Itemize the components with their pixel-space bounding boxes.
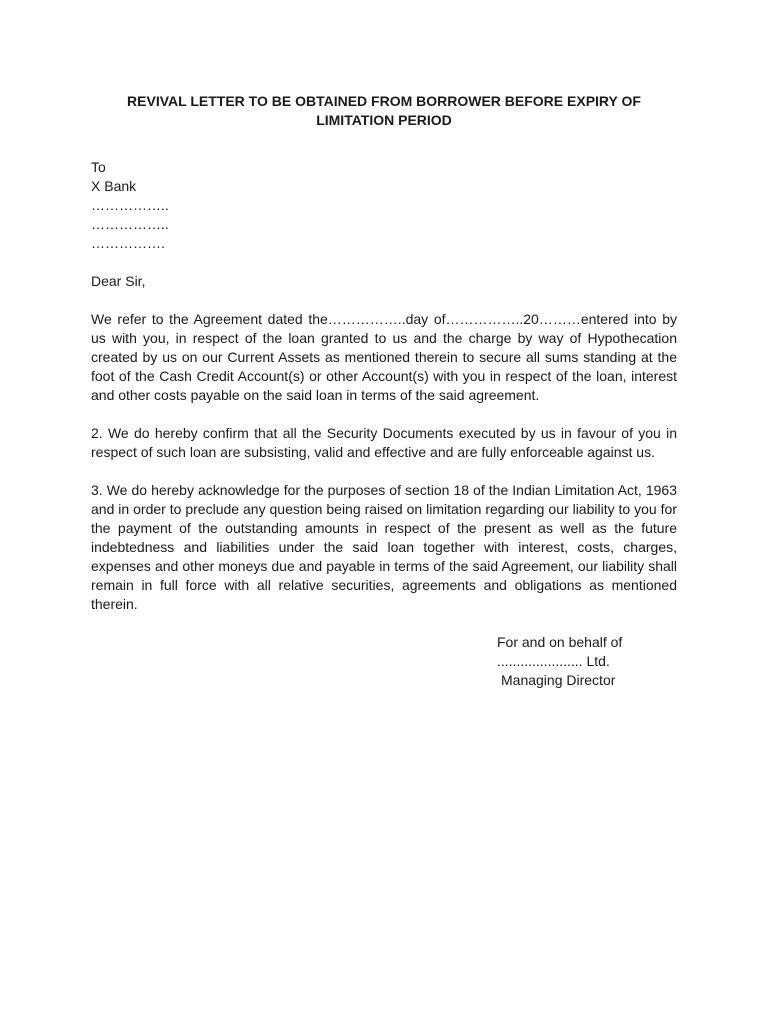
paragraph-1: We refer to the Agreement dated the……………..day of……………..20………entered into by us with you, in respect of the loan granted to us and the charge by way of Hypothecation created by us on our Current Assets as mentioned therein to secure all sums standing at the foot of the Cash Credit Account(s) or other Account(s) with you in respect of the loan, interest and other costs payable on the said loan in terms of the said agreement.	[91, 311, 677, 403]
salutation: Dear Sir,	[91, 273, 146, 289]
address-to: To	[91, 159, 106, 175]
signature-line-3: Managing Director	[501, 672, 616, 688]
signature-line-1: For and on behalf of	[497, 634, 623, 650]
address-line-2: ……………..	[91, 216, 169, 232]
address-line-3: …………….	[91, 235, 165, 251]
address-line-1: ……………..	[91, 197, 169, 213]
recipient-address	[91, 158, 677, 253]
signature-block	[497, 633, 677, 690]
title-line-1: REVIVAL LETTER TO BE OBTAINED FROM BORROWER BEFORE EXPIRY OF	[127, 93, 641, 109]
address-bank: X Bank	[91, 178, 137, 194]
title-line-2: LIMITATION PERIOD	[316, 112, 452, 128]
paragraph-2: 2. We do hereby confirm that all the Security Documents executed by us in favour of you in respect of such loan are subsisting, valid and effective and are fully enforceable against us.	[91, 425, 677, 460]
signature-line-2: ...................... Ltd.	[497, 653, 610, 669]
document-title	[111, 92, 657, 130]
paragraph-3: 3. We do hereby acknowledge for the purposes of section 18 of the Indian Limitation Act, 1963 and in order to preclude any question being raised on limitation regarding our liability to you for the payment of the outstanding amounts in respect of the present as well as the future indebtedness and liabilities under the said loan together with interest, costs, charges, expenses and other moneys due and payable in terms of the said Agreement, our liability shall remain in full force with all relative securities, agreements and obligations as mentioned therein.	[91, 482, 677, 612]
